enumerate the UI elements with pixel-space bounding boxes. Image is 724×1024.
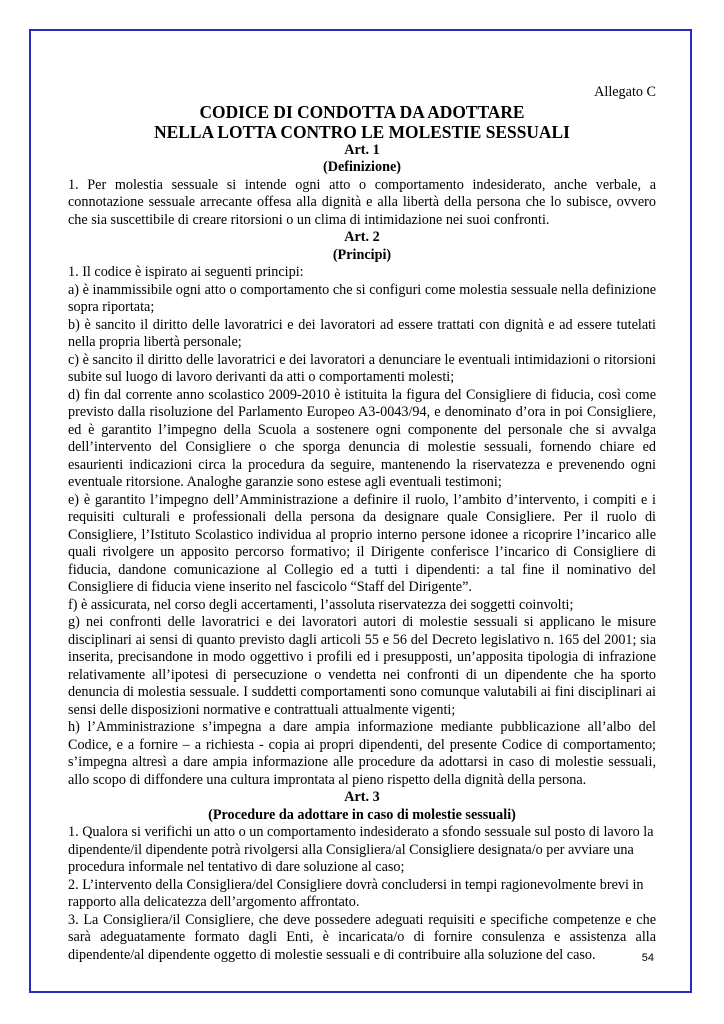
- art2-subheading: (Principi): [332, 246, 392, 263]
- art3-subheading: (Procedure da adottare in caso di molestie sessuali): [208, 806, 516, 823]
- art1-paragraph: 1. Per molestia sessuale si intende ogni atto o comportamento indesiderato, anche verbale, a connotazione sessuale arrecante offesa alla dignità e alla libertà della persona che lo subisce, ovvero che sia suscettibile di creare ritorsioni o un clima di intimidazione nei suoi confronti.: [68, 176, 656, 228]
- art2-paragraph: d) fin dal corrente anno scolastico 2009-2010 è istituita la figura del Consigliere di fiducia, così come previsto dalla risoluzione del Parlamento Europeo A3-0043/94, e denominato d’ora in poi Consigliere, ed è garantito l’impegno della Scuola a sostenere ogni componente del personale che si avvalga dell’intervento del Consigliere o che sporga denuncia di molestie sessuali, fornendo chiare ed esaurienti indicazioni circa la procedura da seguire, mantenendo la riservatezza e prevenendo ogni eventuale ritorsione. Analoghe garanzie sono estese agli eventuali testimoni;: [68, 386, 656, 490]
- art3-paragraph: 3. La Consigliera/il Consigliere, che deve possedere adeguati requisiti e specifiche competenze e che sarà adeguatamente formato dagli Enti, è incaricata/o di fornire consulenza e assistenza alla dipendente/al dipendente oggetto di molestie sessuali e di contribuire alla soluzione del caso.: [68, 911, 656, 963]
- art3-heading: Art. 3: [344, 789, 380, 805]
- attachment-label: Allegato C: [594, 84, 656, 100]
- art3-paragraph: 2. L’intervento della Consigliera/del Consigliere dovrà concludersi in tempi ragionevolmente brevi in rapporto alla delicatezza dell’argomento affrontato.: [68, 876, 644, 910]
- art2-heading: Art. 2: [344, 229, 380, 245]
- art2-paragraph: f) è assicurata, nel corso degli accertamenti, l’assoluta riservatezza dei soggetti coinvolti;: [68, 596, 574, 613]
- art2-paragraph: c) è sancito il diritto delle lavoratrici e dei lavoratori a denunciare le eventuali intimidazioni o ritorsioni subite sul luogo di lavoro derivanti da atti o comportamenti molesti;: [68, 351, 656, 385]
- art2-paragraph: e) è garantito l’impegno dell’Amministrazione a definire il ruolo, l’ambito d’intervento, i compiti e i requisiti culturali e professionali della persona da designare quale Consigliere. Per il ruolo di Consigliere, l’Istituto Scolastico individua al proprio interno persone idonee a ricoprire l’incarico alle quali rivolgere un apposito percorso formativo; il Dirigente conferisce l’incarico di Consigliere di fiducia, dandone comunicazione al Collegio ed a tutti i dipendenti: a tal fine il nominativo del Consigliere di fiducia viene inserito nel fascicolo “Staff del Dirigente”.: [68, 491, 656, 595]
- document-body: [68, 84, 656, 964]
- title-line-2: NELLA LOTTA CONTRO LE MOLESTIE SESSUALI: [154, 121, 570, 142]
- art2-paragraph: h) l’Amministrazione s’impegna a dare ampia informazione mediante pubblicazione all’albo del Codice, e a fornire – a richiesta - copia ai propri dipendenti, del presente Codice di comportamento; s’impegna altresì a dare ampia informazione alle procedure da adottarsi in caso di molestie sessuali, allo scopo di diffondere una cultura improntata al pieno rispetto della dignità della persona.: [68, 719, 656, 788]
- art2-paragraph: b) è sancito il diritto delle lavoratrici e dei lavoratori ad essere trattati con dignità e ad essere tutelati nella propria libertà personale;: [68, 316, 656, 350]
- art2-paragraph: a) è inammissibile ogni atto o comportamento che si configuri come molestia sessuale nella definizione sopra riportata;: [68, 281, 656, 315]
- art2-paragraph: g) nei confronti delle lavoratrici e dei lavoratori autori di molestie sessuali si applicano le misure disciplinari ai sensi di quanto previsto dagli articoli 55 e 56 del Decreto legislativo n. 165 del 2001; sia inserita, precisandone in modo oggettivo i profili ed i presupposti, un’apposita tipologia di infrazione relativamente all’ipotesi di persecuzione o vendetta nei confronti di un dipendente che ha sporto denuncia di molestia sessuale. I suddetti comportamenti sono comunque valutabili ai fini disciplinari ai sensi delle disposizioni normative e contrattuali attualmente vigenti;: [68, 614, 656, 718]
- art1-heading: Art. 1: [344, 141, 380, 158]
- page-number: 54: [641, 952, 654, 964]
- art1-subheading: (Definizione): [322, 159, 401, 175]
- title-line-1: CODICE DI CONDOTTA DA ADOTTARE: [199, 101, 525, 122]
- art3-paragraph: 1. Qualora si verifichi un atto o un comportamento indesiderato a sfondo sessuale sul posto di lavoro la dipendente/il dipendente potrà rivolgersi alla Consigliera/al Consigliere designata/o per avviare una procedura informale nel tentativo di dare soluzione al caso;: [68, 824, 654, 875]
- art2-paragraph: 1. Il codice è ispirato ai seguenti principi:: [68, 264, 304, 280]
